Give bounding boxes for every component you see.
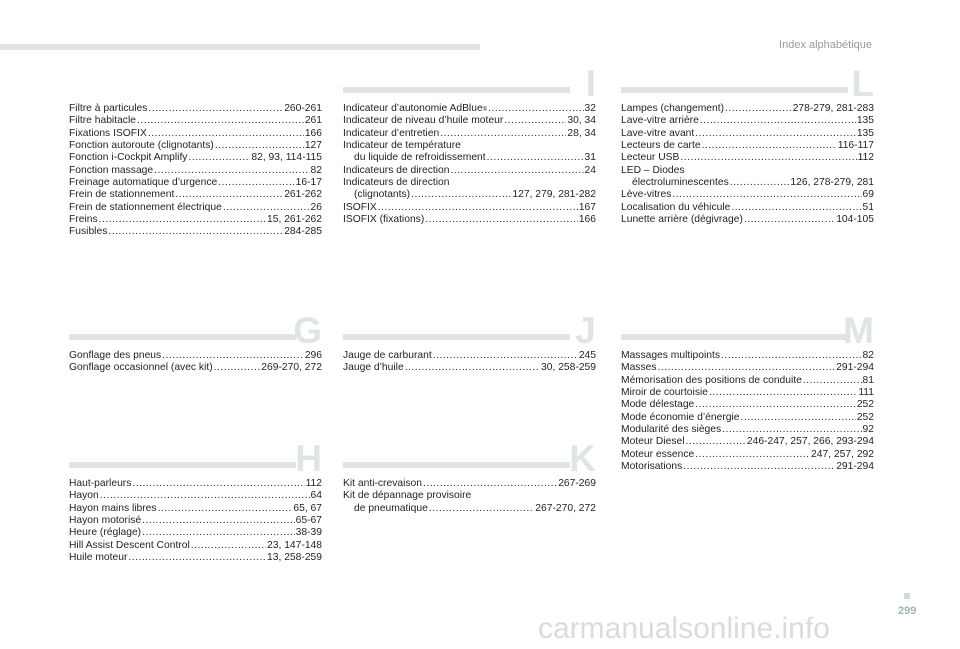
entry-pages: 135 bbox=[856, 127, 874, 139]
entry-label: Fixations ISOFIX bbox=[69, 127, 147, 139]
entry-label: Gonflage des pneus bbox=[69, 350, 162, 361]
index-section-i bbox=[343, 63, 596, 226]
entry-pages: 112 bbox=[857, 152, 874, 164]
dot-leader bbox=[450, 165, 583, 177]
entry-label: Indicateur d’entretien bbox=[343, 127, 440, 139]
page-header-title: Index alphabétique bbox=[779, 39, 872, 51]
entry-label: Hill Assist Descent Control bbox=[69, 539, 190, 551]
index-entry bbox=[343, 350, 596, 362]
section-rule bbox=[621, 334, 848, 340]
section-heading bbox=[621, 310, 874, 351]
entry-label: Kit anti-crevaison bbox=[343, 478, 422, 489]
entry-label: Miroir de courtoisie bbox=[621, 387, 708, 399]
index-entry bbox=[343, 152, 596, 164]
entry-pages: 126, 278-279, 281 bbox=[790, 177, 874, 189]
entry-label: (clignotants) bbox=[354, 189, 411, 201]
index-section-j bbox=[343, 310, 596, 375]
dot-leader bbox=[148, 103, 283, 115]
index-entry bbox=[343, 140, 596, 152]
index-entry bbox=[69, 152, 322, 164]
entry-pages: 267-270, 272 bbox=[535, 502, 596, 514]
index-entry bbox=[69, 128, 322, 140]
index-section-m bbox=[621, 310, 874, 473]
entry-pages: 51 bbox=[862, 201, 874, 213]
entry-pages: 111 bbox=[858, 387, 874, 399]
entry-pages: 30, 34 bbox=[567, 115, 596, 127]
watermark: carmanualsonline.info bbox=[538, 612, 830, 645]
entry-label: Freins bbox=[69, 214, 98, 226]
dot-leader bbox=[158, 503, 293, 515]
dot-leader bbox=[128, 552, 266, 564]
entry-label: Motorisations bbox=[621, 461, 683, 473]
index-entry bbox=[343, 128, 596, 140]
section-heading bbox=[343, 63, 596, 104]
entry-label: Localisation du véhicule bbox=[621, 201, 731, 213]
index-entries bbox=[69, 350, 322, 375]
entry-pages: 278-279, 281-283 bbox=[792, 103, 874, 114]
dot-leader bbox=[440, 128, 566, 140]
entry-label: Indicateur de niveau d’huile moteur bbox=[343, 115, 504, 127]
index-entry bbox=[69, 490, 322, 502]
index-entry bbox=[69, 177, 322, 189]
section-letter: M bbox=[843, 310, 874, 351]
entry-label: Fonction i-Cockpit Amplify bbox=[69, 152, 188, 164]
dot-leader bbox=[709, 387, 857, 399]
dot-leader bbox=[433, 350, 578, 362]
dot-leader bbox=[725, 103, 792, 115]
index-entry bbox=[69, 189, 322, 201]
page-marker bbox=[904, 593, 910, 599]
entry-label: de pneumatique bbox=[354, 502, 428, 514]
dot-leader bbox=[191, 540, 266, 552]
dot-leader bbox=[142, 527, 295, 539]
dot-leader bbox=[721, 350, 862, 362]
dot-leader bbox=[429, 503, 534, 515]
dot-leader bbox=[411, 189, 511, 201]
dot-leader bbox=[378, 202, 578, 214]
dot-leader bbox=[695, 399, 856, 411]
index-entries bbox=[343, 103, 596, 226]
index-entry bbox=[621, 399, 874, 411]
index-entry bbox=[343, 214, 596, 226]
entry-label: Jauge de carburant bbox=[343, 350, 432, 361]
entry-pages: 135 bbox=[856, 115, 874, 127]
entry-label: du liquide de refroidissement bbox=[354, 152, 486, 164]
section-letter: G bbox=[293, 310, 322, 351]
entry-pages: 69 bbox=[862, 189, 874, 201]
index-entry bbox=[343, 362, 596, 374]
entry-label: Frein de stationnement bbox=[69, 189, 175, 201]
index-entry bbox=[343, 165, 596, 177]
index-entries bbox=[69, 478, 322, 564]
dot-leader bbox=[744, 214, 835, 226]
entry-pages: 267-269 bbox=[558, 478, 596, 489]
dot-leader bbox=[680, 152, 856, 164]
entry-label: Moteur Diesel bbox=[621, 436, 685, 448]
entry-label: électroluminescentes bbox=[632, 177, 729, 189]
section-rule bbox=[621, 87, 848, 93]
dot-leader bbox=[218, 177, 294, 189]
index-entries bbox=[343, 478, 596, 515]
index-section-l bbox=[621, 63, 874, 226]
dot-leader bbox=[154, 165, 309, 177]
entry-pages: 23, 147-148 bbox=[267, 539, 322, 551]
entry-pages: 166 bbox=[578, 214, 596, 226]
index-entry bbox=[343, 189, 596, 201]
entry-label: Hayon bbox=[69, 490, 99, 502]
index-entry bbox=[69, 503, 322, 515]
entry-pages: 252 bbox=[856, 399, 874, 411]
index-entry bbox=[69, 226, 322, 238]
index-entry bbox=[621, 115, 874, 127]
entry-label: Lève-vitres bbox=[621, 189, 672, 201]
entry-label: Lave-vitre avant bbox=[621, 127, 695, 139]
entry-pages: 167 bbox=[578, 201, 596, 213]
entry-label: Mémorisation des positions de conduite bbox=[621, 374, 802, 386]
index-section-f bbox=[69, 103, 322, 239]
index-entry bbox=[69, 515, 322, 527]
index-entry bbox=[621, 128, 874, 140]
section-letter: K bbox=[569, 438, 596, 479]
section-heading bbox=[343, 310, 596, 351]
index-entry bbox=[621, 461, 874, 473]
entry-label: Gonflage occasionnel (avec kit) bbox=[69, 362, 213, 374]
index-entry bbox=[621, 424, 874, 436]
entry-label: Lecteurs de carte bbox=[621, 140, 701, 152]
entry-pages: 15, 261-262 bbox=[267, 214, 322, 226]
section-letter: J bbox=[575, 310, 596, 351]
index-entry bbox=[343, 490, 596, 502]
index-entry bbox=[69, 165, 322, 177]
index-entry bbox=[621, 387, 874, 399]
section-rule bbox=[343, 87, 570, 93]
entry-pages: 32 bbox=[584, 103, 596, 114]
index-entry bbox=[621, 177, 874, 189]
section-letter: H bbox=[295, 438, 322, 479]
entry-pages: 247, 257, 292 bbox=[811, 448, 874, 460]
section-heading bbox=[69, 438, 322, 479]
dot-leader bbox=[741, 412, 856, 424]
index-entry bbox=[69, 362, 322, 374]
entry-pages: 28, 34 bbox=[567, 127, 596, 139]
entry-label: Filtre habitacle bbox=[69, 115, 136, 127]
entry-label: Mode économie d’énergie bbox=[621, 411, 740, 423]
entry-pages: 82, 93, 114-115 bbox=[251, 152, 322, 164]
entry-pages: 269-270, 272 bbox=[261, 362, 322, 374]
entry-pages: 82 bbox=[862, 350, 874, 361]
section-letter: I bbox=[585, 63, 596, 104]
entry-pages: 245 bbox=[578, 350, 596, 361]
entry-pages: 260-261 bbox=[284, 103, 322, 114]
index-entry bbox=[621, 436, 874, 448]
dot-leader bbox=[425, 214, 578, 226]
entry-label: Fonction massage bbox=[69, 164, 154, 176]
entry-pages: 296 bbox=[304, 350, 322, 361]
entry-pages: 16-17 bbox=[295, 177, 322, 189]
dot-leader bbox=[423, 478, 557, 490]
entry-label: Indicateur d’autonomie AdBlue bbox=[343, 103, 483, 114]
entry-pages: 166 bbox=[304, 127, 322, 139]
dot-leader bbox=[672, 189, 861, 201]
entry-label: Filtre à particules bbox=[69, 103, 148, 114]
entry-label: LED – Diodes bbox=[621, 164, 685, 176]
entry-label: Masses bbox=[621, 362, 657, 374]
dot-leader bbox=[100, 490, 310, 502]
dot-leader bbox=[108, 226, 283, 238]
entry-label: Jauge d’huile bbox=[343, 362, 404, 374]
entry-label: Hayon motorisé bbox=[69, 515, 142, 527]
index-section-k bbox=[343, 438, 596, 515]
entry-pages: 64 bbox=[310, 490, 322, 502]
index-entry bbox=[343, 478, 596, 490]
index-entry bbox=[621, 189, 874, 201]
entry-label: Kit de dépannage provisoire bbox=[343, 490, 472, 502]
entry-pages: 116-117 bbox=[837, 140, 874, 152]
entry-pages: 291-294 bbox=[836, 362, 874, 374]
index-section-h bbox=[69, 438, 322, 564]
index-entry bbox=[343, 115, 596, 127]
dot-leader bbox=[215, 140, 304, 152]
entry-pages: 261 bbox=[304, 115, 322, 127]
dot-leader bbox=[702, 140, 837, 152]
dot-leader bbox=[175, 189, 283, 201]
entry-pages: 104-105 bbox=[836, 214, 874, 226]
index-entries bbox=[69, 103, 322, 239]
entry-label: ISOFIX (fixations) bbox=[343, 214, 425, 226]
section-rule bbox=[69, 462, 296, 468]
entry-pages: 65-67 bbox=[295, 515, 322, 527]
entry-pages: 246-247, 257, 266, 293-294 bbox=[746, 436, 874, 448]
section-rule bbox=[343, 334, 570, 340]
section-heading bbox=[69, 310, 322, 351]
index-entry bbox=[69, 552, 322, 564]
entry-pages: 127, 279, 281-282 bbox=[512, 189, 596, 201]
entry-pages: 82 bbox=[310, 164, 322, 176]
index-entry bbox=[343, 503, 596, 515]
entry-label: Moteur essence bbox=[621, 448, 695, 460]
entry-label: Mode délestage bbox=[621, 399, 695, 411]
index-entry bbox=[621, 202, 874, 214]
section-rule bbox=[69, 334, 296, 340]
entry-pages: 13, 258-259 bbox=[267, 552, 322, 564]
entry-label: ISOFIX bbox=[343, 201, 377, 213]
entry-label: Lunette arrière (dégivrage) bbox=[621, 214, 743, 226]
dot-leader bbox=[722, 424, 861, 436]
section-letter: L bbox=[851, 63, 874, 104]
entry-label: Indicateur de température bbox=[343, 140, 461, 152]
index-entry bbox=[621, 165, 874, 177]
dot-leader bbox=[223, 202, 310, 214]
dot-leader bbox=[405, 362, 540, 374]
index-entry bbox=[69, 478, 322, 490]
index-entries bbox=[621, 103, 874, 226]
page-number: 299 bbox=[898, 605, 917, 617]
dot-leader bbox=[695, 449, 810, 461]
index-entry: Indicateur d’autonomie AdBlue ® ..... 32 bbox=[343, 103, 596, 115]
index-entry bbox=[343, 202, 596, 214]
entry-pages: 284-285 bbox=[284, 226, 322, 238]
dot-leader bbox=[488, 103, 583, 115]
entry-pages: 252 bbox=[856, 411, 874, 423]
entry-label: Frein de stationnement électrique bbox=[69, 201, 222, 213]
index-entry bbox=[69, 202, 322, 214]
entry-pages: 26 bbox=[310, 201, 322, 213]
index-entry bbox=[69, 527, 322, 539]
entry-label: Heure (réglage) bbox=[69, 527, 142, 539]
entry-label: Huile moteur bbox=[69, 552, 128, 564]
entry-pages: 81 bbox=[862, 374, 874, 386]
index-entry bbox=[621, 412, 874, 424]
dot-leader bbox=[504, 115, 566, 127]
dot-leader bbox=[162, 350, 304, 362]
entry-label: Hayon mains libres bbox=[69, 502, 157, 514]
entry-pages: 112 bbox=[305, 478, 322, 489]
section-heading bbox=[343, 438, 596, 479]
dot-leader bbox=[487, 152, 584, 164]
dot-leader bbox=[657, 362, 835, 374]
dot-leader bbox=[148, 128, 304, 140]
index-entry bbox=[621, 449, 874, 461]
entry-label: Lecteur USB bbox=[621, 152, 680, 164]
entry-label: Modularité des sièges bbox=[621, 424, 722, 436]
dot-leader bbox=[686, 436, 746, 448]
entry-label: Fonction autoroute (clignotants) bbox=[69, 140, 214, 152]
dot-leader bbox=[683, 461, 835, 473]
dot-leader bbox=[99, 214, 266, 226]
index-entry bbox=[621, 362, 874, 374]
index-entry bbox=[621, 140, 874, 152]
index-section-g bbox=[69, 310, 322, 375]
index-entry bbox=[621, 103, 874, 115]
entry-label: Fusibles bbox=[69, 226, 108, 238]
index-entry bbox=[69, 350, 322, 362]
index-entry bbox=[69, 115, 322, 127]
entry-label: Haut-parleurs bbox=[69, 478, 132, 489]
index-entry bbox=[621, 350, 874, 362]
entry-pages: 31 bbox=[584, 152, 596, 164]
index-entry bbox=[621, 214, 874, 226]
dot-leader bbox=[731, 202, 861, 214]
dot-leader bbox=[132, 478, 304, 490]
index-entry bbox=[621, 375, 874, 387]
entry-pages: 261-262 bbox=[284, 189, 322, 201]
entry-pages: 65, 67 bbox=[293, 502, 322, 514]
entry-label: Lampes (changement) bbox=[621, 103, 725, 114]
dot-leader bbox=[695, 128, 856, 140]
dot-leader bbox=[730, 177, 790, 189]
index-entry bbox=[69, 140, 322, 152]
entry-label: Indicateurs de direction bbox=[343, 164, 450, 176]
entry-pages: 30, 258-259 bbox=[541, 362, 596, 374]
index-entries bbox=[621, 350, 874, 473]
entry-pages: 291-294 bbox=[836, 461, 874, 473]
index-entry bbox=[69, 103, 322, 115]
entry-label: Massages multipoints bbox=[621, 350, 721, 361]
entry-pages: 92 bbox=[862, 424, 874, 436]
dot-leader bbox=[214, 362, 261, 374]
entry-label: Freinage automatique d’urgence bbox=[69, 177, 218, 189]
index-entry bbox=[69, 214, 322, 226]
section-heading bbox=[621, 63, 874, 104]
entry-pages: 24 bbox=[584, 164, 596, 176]
dot-leader bbox=[137, 115, 304, 127]
index-entries bbox=[343, 350, 596, 375]
index-entry bbox=[69, 540, 322, 552]
index-entry bbox=[343, 177, 596, 189]
dot-leader bbox=[700, 115, 856, 127]
dot-leader bbox=[142, 515, 295, 527]
dot-leader bbox=[188, 152, 250, 164]
entry-pages: 127 bbox=[304, 140, 322, 152]
entry-label: Lave-vitre arrière bbox=[621, 115, 699, 127]
section-rule bbox=[343, 462, 570, 468]
entry-label: Indicateurs de direction bbox=[343, 177, 450, 189]
header-rule bbox=[0, 44, 480, 50]
entry-pages: 38-39 bbox=[295, 527, 322, 539]
dot-leader bbox=[803, 375, 862, 387]
index-entry bbox=[621, 152, 874, 164]
